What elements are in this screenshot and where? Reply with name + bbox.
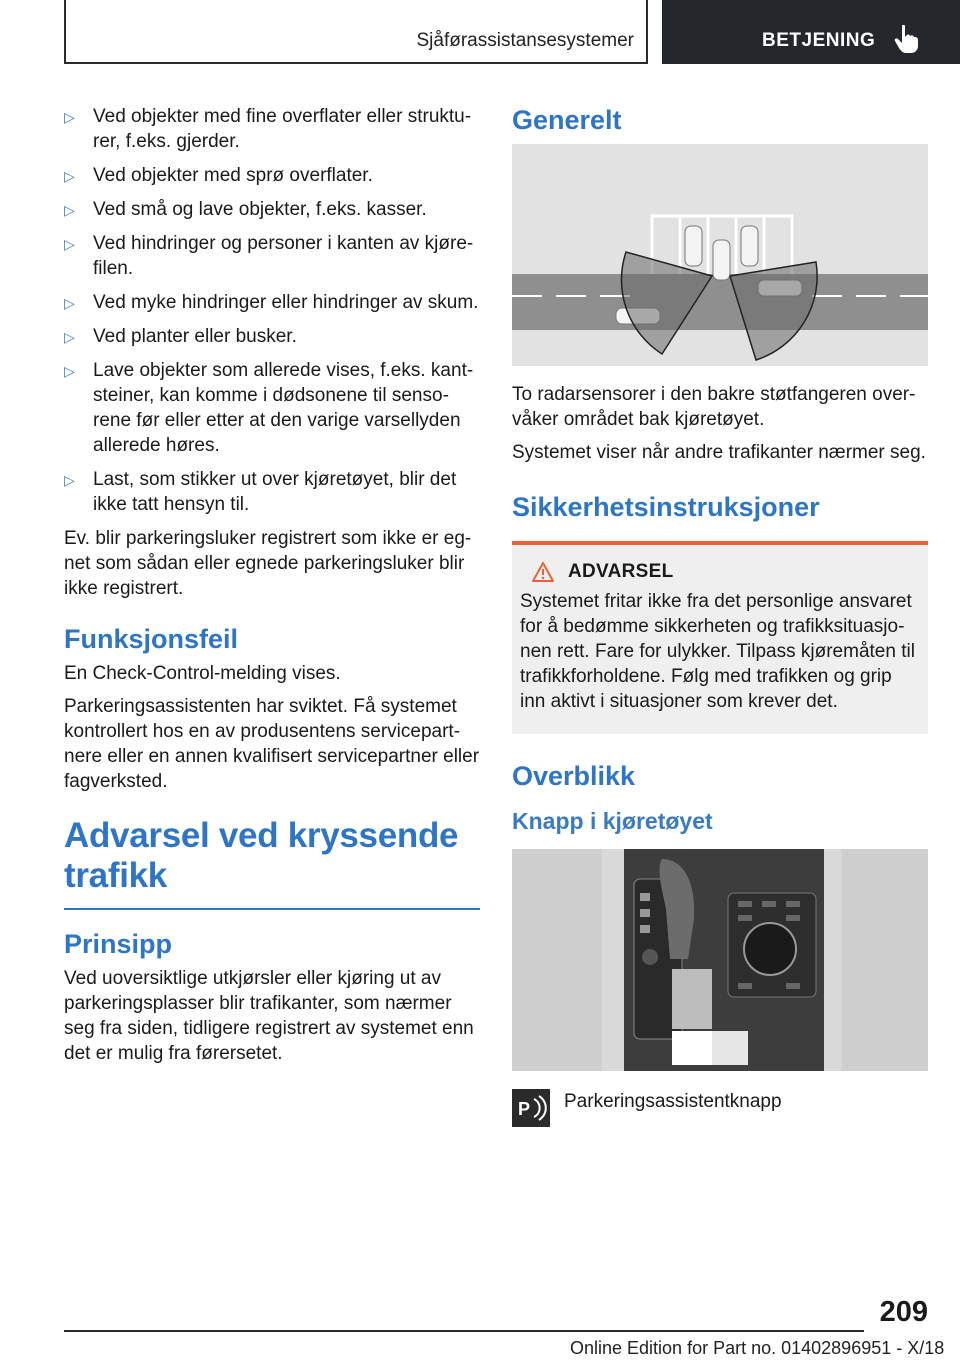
warning-title: ADVARSEL (568, 561, 674, 582)
heading-general: Generelt (512, 105, 622, 135)
center-console-photo (512, 849, 928, 1071)
list-item: ▷ Ved hindringer og personer i kanten av kjørefilen. (64, 233, 474, 279)
warning-box (512, 541, 928, 734)
triangle-bullet-icon: ▷ (64, 363, 75, 379)
parking-assistant-button-row (512, 1089, 928, 1127)
triangle-bullet-icon: ▷ (64, 472, 75, 488)
parking-slot-note: Ev. blir parkeringsluker registrert som ikke er egnet som sådan eller egnede parkeringsluker blir ikke registrert. (64, 528, 472, 599)
triangle-bullet-icon: ▷ (64, 202, 75, 218)
warning-triangle-icon (532, 562, 554, 582)
list-item: ▷ Ved myke hindringer eller hindringer av skum. (64, 290, 480, 315)
svg-text:P: P (518, 1099, 531, 1119)
left-column (64, 104, 480, 1074)
list-item: ▷ Ved planter eller busker. (64, 324, 480, 349)
general-text-2: Systemet viser når andre trafikanter nærmer seg. (512, 442, 926, 463)
triangle-bullet-icon: ▷ (64, 236, 75, 252)
malfunction-text-2: Parkeringsassistenten har sviktet. Få systemet kontrollert hos en av produsentens servicepartnere eller en annen kvalifisert servicepartner eller fagverksted. (64, 696, 480, 792)
triangle-bullet-icon: ▷ (64, 109, 75, 125)
cross-traffic-illustration (512, 144, 928, 366)
heading-malfunction: Funksjonsfeil (64, 624, 239, 654)
heading-button-in-vehicle: Knapp i kjøretøyet (512, 808, 713, 834)
principle-text: Ved uoversiktlige utkjørsler eller kjøring ut av parkeringsplasser blir trafikanter, som nærmer seg fra siden, tidligere registrert av systemet enn det er mulig fra førersetet. (64, 968, 474, 1064)
right-column (512, 104, 928, 1127)
parking-assistant-button-label: Parkeringsassistentknapp (564, 1091, 782, 1112)
triangle-bullet-icon: ▷ (64, 168, 75, 184)
heading-cross-traffic: Advarsel ved kryssende trafikk (64, 816, 459, 895)
footer-edition: Online Edition for Part no. 01402896951 - X/18 (570, 1338, 945, 1358)
list-item: ▷ Lave objekter som allerede vises, f.eks. kantsteiner, kan komme i dødsonene til sensorene før eller etter at den varige varsellyden allerede høres. (64, 360, 474, 456)
header-section-title: Sjåførassistansesystemer (416, 30, 634, 51)
warning-header (532, 561, 920, 583)
list-item: ▷ Ved objekter med sprø overflater. (64, 163, 480, 188)
triangle-bullet-icon: ▷ (64, 295, 75, 311)
header-chapter-box (662, 0, 960, 64)
list-item: ▷ Ved små og lave objekter, f.eks. kasser. (64, 197, 480, 222)
page-number: 209 (879, 1296, 928, 1328)
heading-safety: Sikkerhetsinstruksjoner (512, 492, 820, 522)
general-text-1: To radarsensorer i den bakre støtfangeren overvåker området bak kjøretøyet. (512, 384, 916, 430)
header-section-box (64, 0, 648, 64)
warning-text: Systemet fritar ikke fra det personlige ansvaret for å bedømme sikkerheten og trafikksituasjonen rett. Fare for ulykker. Tilpass kjøremåten til trafikkforholdene. Følg med trafikken og grip inn aktivt i situasjoner som krever det. (520, 591, 915, 712)
pointing-hand-icon (894, 24, 920, 54)
heading-divider (64, 908, 480, 910)
limitation-list (64, 104, 480, 517)
malfunction-text-1: En Check-Control-melding vises. (64, 663, 341, 684)
parking-assistant-button-icon (512, 1089, 550, 1127)
heading-principle: Prinsipp (64, 929, 173, 959)
list-item: ▷ Ved objekter med fine overflater eller strukturer, f.eks. gjerder. (64, 106, 472, 152)
triangle-bullet-icon: ▷ (64, 329, 75, 345)
heading-overview: Overblikk (512, 761, 636, 791)
header-chapter-title: BETJENING (762, 30, 876, 51)
list-item: ▷ Last, som stikker ut over kjøretøyet, blir det ikke tatt hensyn til. (64, 469, 457, 515)
footer-divider (64, 1330, 864, 1332)
